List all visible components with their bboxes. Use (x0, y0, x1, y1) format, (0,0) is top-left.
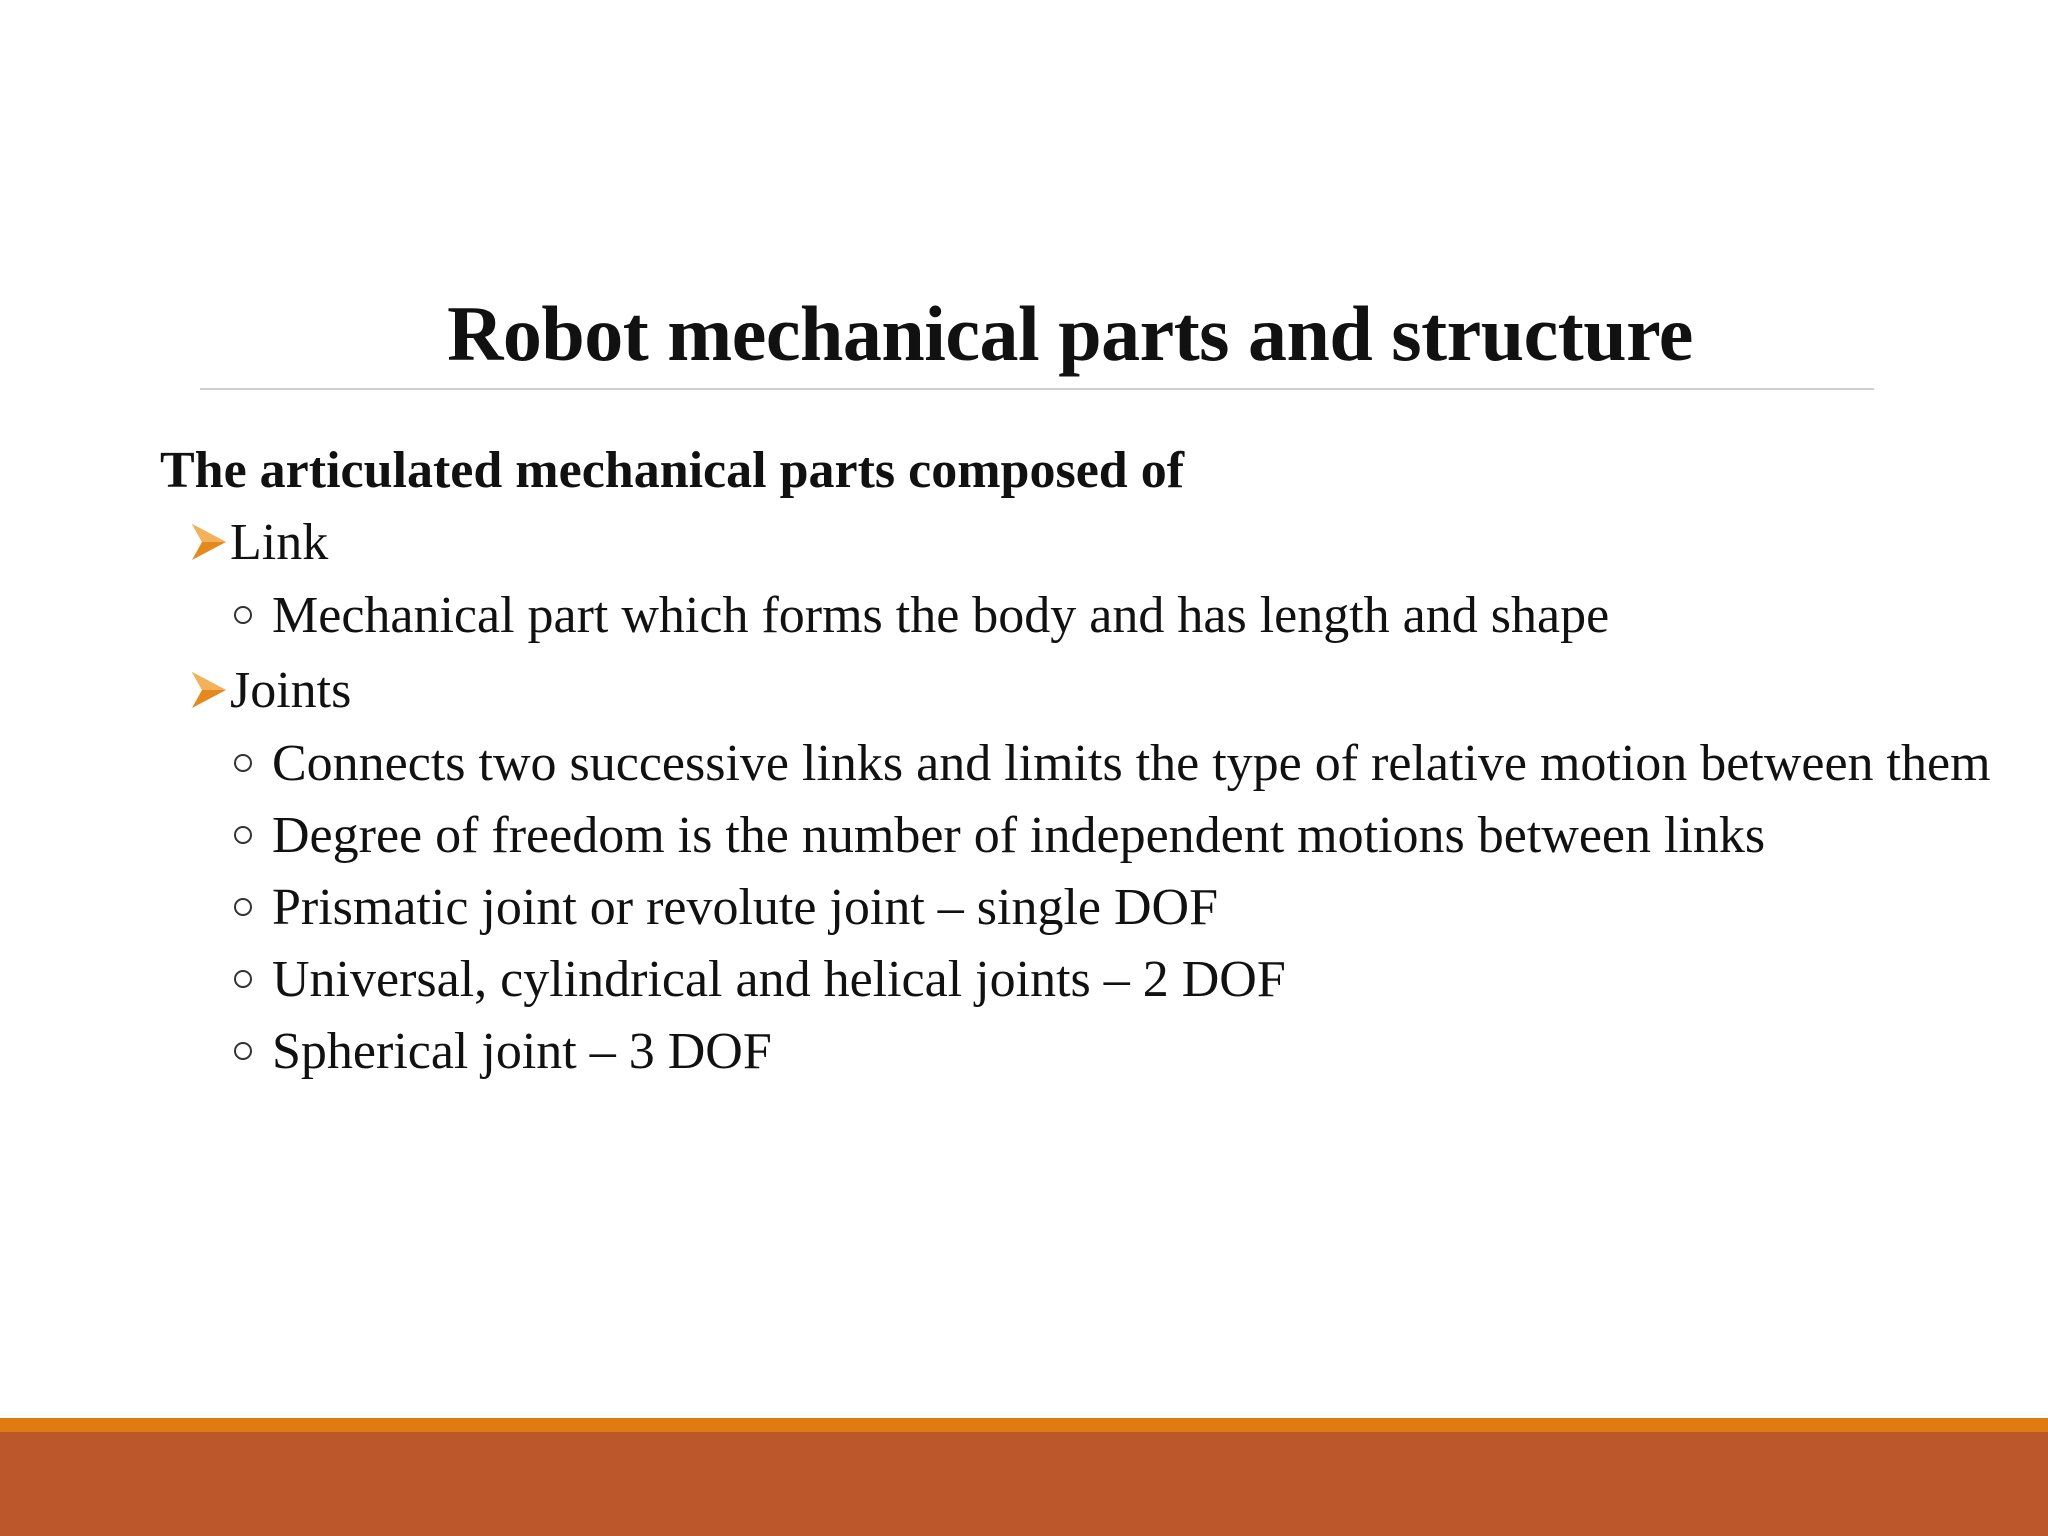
sub-item (160, 586, 1992, 646)
sub-item (160, 878, 1992, 938)
arrow-bullet-icon (188, 520, 230, 564)
slide-content (160, 438, 1991, 1094)
slide-title: Robot mechanical parts and structure (447, 290, 1693, 377)
sub-item-text: Spherical joint – 3 DOF (272, 1023, 772, 1080)
sub-item-text: Universal, cylindrical and helical joints – 2 DOF (272, 951, 1286, 1008)
list-item-label: Joints (230, 662, 352, 719)
sub-item (160, 1022, 1992, 1082)
content-heading: The articulated mechanical parts composed of (160, 442, 1185, 499)
title-divider (200, 388, 1874, 390)
circle-bullet-icon (234, 606, 252, 624)
sub-item (160, 950, 1992, 1010)
circle-bullet-icon (234, 1042, 252, 1060)
sub-item-text: Connects two successive links and limits the type of relative motion between them (272, 735, 1991, 792)
sub-item-text: Mechanical part which forms the body and has length and shape (272, 587, 1610, 644)
list-item-joints (160, 658, 1960, 724)
circle-bullet-icon (234, 754, 252, 772)
footer-band (0, 1432, 2048, 1536)
circle-bullet-icon (234, 898, 252, 916)
list-item-link (160, 510, 1960, 576)
circle-bullet-icon (234, 970, 252, 988)
footer-accent-bar (0, 1418, 2048, 1432)
sub-item (160, 734, 1992, 794)
list-item-label: Link (230, 514, 329, 571)
arrow-bullet-icon (188, 668, 230, 712)
sub-item (160, 806, 1992, 866)
sub-item-text: Degree of freedom is the number of independent motions between links (272, 807, 1766, 864)
sub-item-text: Prismatic joint or revolute joint – single DOF (272, 879, 1219, 936)
circle-bullet-icon (234, 826, 252, 844)
